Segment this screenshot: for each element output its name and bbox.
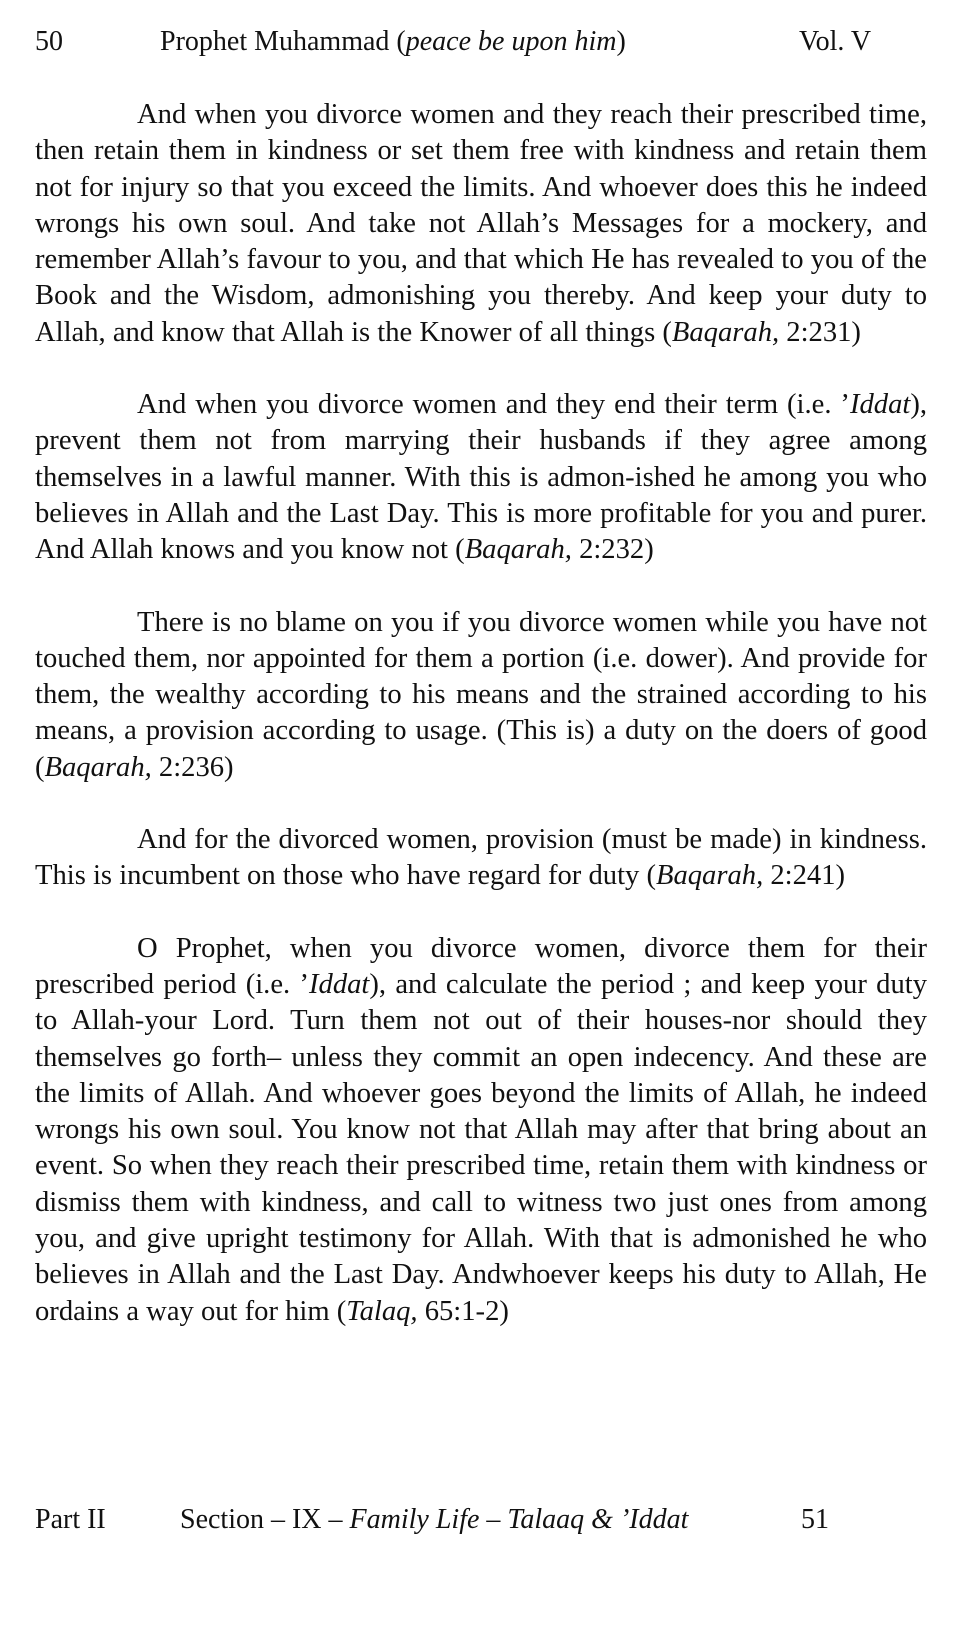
verse-reference [455, 534, 654, 565]
book-title [160, 22, 626, 62]
ref-source: Talaq, [346, 1295, 418, 1327]
ref-source: Baqarah, [464, 534, 572, 566]
verse-reference [646, 860, 845, 891]
book-title-honorific: peace be upon him [405, 26, 617, 57]
verse-text: There is no blame on you if you divorce women while you have not touched them, nor appointed for them a portion (i.e. dower). And provide for them, the wealthy according to his means and the strained according to his means, a provision according to usage. (This is) a duty on the doers of good [35, 606, 927, 747]
ref-verse: 2:231) [779, 316, 861, 348]
verse-text: And for the divorced women, provision (must be made) in kindness. This is incumbent on those who have regard for duty [35, 824, 927, 892]
verse-text: And when you divorce women and they end their term (i.e. ’ [137, 389, 850, 421]
footer-page-number: 51 [801, 1504, 829, 1535]
ref-source: Baqarah, [671, 316, 780, 348]
ref-open: ( [646, 860, 656, 892]
ref-source: Baqarah, [656, 860, 764, 892]
verse-paragraph-3 [35, 605, 927, 786]
verse-text: ), prevent them not from marrying their husbands if they agree among themselves in a lawful manner. With this is admon-ished he among you who believes in Allah and the Last Day. This is more profitable for you and purer. And Allah knows and you know not [35, 389, 927, 566]
verse-text: ), and calculate the period ; and keep your duty to Allah-your Lord. Turn them not out of their houses-nor should they themselves go forth– unless they commit an open indecency. And these are the limits of Allah. And whoever goes beyond the limits of Allah, he indeed wrongs his own soul. You know not that Allah may after that bring about an event. So when they reach their prescribed time, retain them with kindness or dismiss them with kindness, and call to witness two just ones from among you, and give upright testimony for Allah. With that is admonished he who believes in Allah and the Last Day. Andwhoever keeps his duty to Allah, He ordains a way out for him [35, 968, 927, 1327]
ref-open: ( [336, 1295, 347, 1327]
header-page-number: 50 [35, 26, 63, 57]
volume-label: Vol. V [799, 26, 872, 57]
verse-term: Iddat [309, 968, 370, 1000]
verse-reference [337, 1296, 509, 1327]
footer-section-title [180, 1502, 688, 1538]
document-page [35, 22, 927, 1535]
verse-paragraph-4 [35, 822, 927, 895]
verse-term: Iddat [849, 389, 911, 421]
book-title-close: ) [616, 26, 626, 57]
verse-reference [35, 752, 234, 783]
ref-verse: 65:1-2) [417, 1295, 509, 1327]
ref-verse: 2:232) [571, 534, 654, 566]
book-title-plain: Prophet Muhammad ( [160, 26, 406, 57]
ref-open: ( [35, 751, 45, 783]
running-footer [35, 1502, 927, 1538]
verse-text: O Prophet, when you divorce women, divorce them for their prescribed period (i.e. ’ [35, 932, 927, 1000]
ref-open: ( [455, 534, 465, 566]
verse-paragraph-2 [35, 387, 927, 568]
verse-paragraph-1 [35, 97, 927, 351]
footer-part-label: Part II [35, 1504, 106, 1535]
running-header [35, 22, 927, 62]
verse-reference [662, 317, 861, 348]
footer-section-italic: Family Life – Talaaq & ’Iddat [349, 1504, 689, 1535]
verse-paragraph-5 [35, 931, 927, 1330]
ref-open: ( [662, 316, 672, 348]
ref-verse: 2:241) [763, 860, 846, 892]
ref-verse: 2:236) [151, 751, 234, 783]
footer-section-plain: Section – IX – [180, 1504, 350, 1535]
ref-source: Baqarah, [44, 751, 152, 783]
verse-text: And when you divorce women and they reach their prescribed time, then retain them in kindness or set them free with kindness and retain them not for injury so that you exceed the limits. And whoever does this he indeed wrongs his own soul. And take not Allah’s Messages for a mockery, and remember Allah’s favour to you, and that which He has revealed to you of the Book and the Wisdom, admonishing you thereby. And keep your duty to Allah, and know that Allah is the Knower of all things [35, 99, 927, 348]
